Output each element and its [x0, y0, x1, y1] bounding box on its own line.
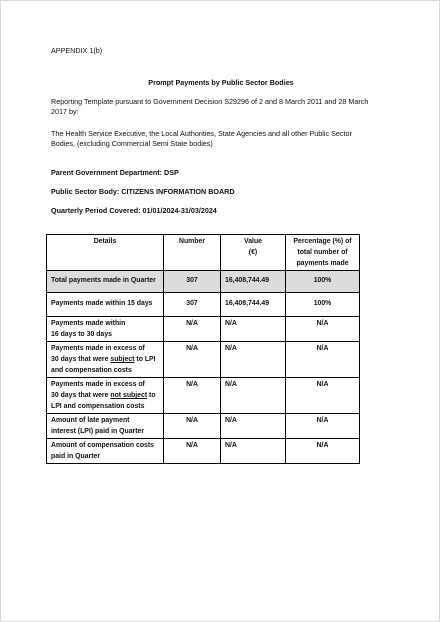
- header-percentage: [286, 235, 360, 271]
- row-value: N/A: [221, 414, 286, 439]
- row-percentage: N/A: [286, 317, 360, 342]
- header-details: Details: [47, 235, 164, 271]
- row-percentage: N/A: [286, 342, 360, 378]
- row-percentage: 100%: [286, 293, 360, 317]
- appendix-label: APPENDIX 1(b): [51, 46, 103, 55]
- table-header-row: [47, 235, 360, 271]
- header-value: [221, 235, 286, 271]
- row-label-line1: Payments made in excess of: [51, 381, 145, 388]
- row-value: N/A: [221, 378, 286, 414]
- bodies-line-1: The Health Service Executive, the Local Authorities, State Agencies and all other Public Sector: [51, 129, 352, 138]
- bodies-line-2: Bodies, (excluding Commercial Semi State bodies): [51, 139, 213, 148]
- row-label-line1: Amount of late payment: [51, 417, 130, 424]
- header-percentage-line1: Percentage (%) of: [293, 238, 352, 245]
- row-label-line1: Amount of compensation costs: [51, 442, 154, 449]
- table-row: [47, 317, 360, 342]
- row-number: N/A: [164, 378, 221, 414]
- row-number: N/A: [164, 317, 221, 342]
- row-number: 307: [164, 271, 221, 293]
- table-row: [47, 439, 360, 464]
- public-sector-body: Public Sector Body: CITIZENS INFORMATION BOARD: [51, 187, 235, 196]
- payments-table: [46, 234, 360, 464]
- parent-department: Parent Government Department: DSP: [51, 168, 179, 177]
- table-row: [47, 293, 360, 317]
- row-value: 16,408,744.49: [221, 293, 286, 317]
- row-value: N/A: [221, 342, 286, 378]
- row-number: N/A: [164, 439, 221, 464]
- header-percentage-line3: payments made: [296, 260, 349, 267]
- header-number: Number: [164, 235, 221, 271]
- row-number: 307: [164, 293, 221, 317]
- reporting-line-1: Reporting Template pursuant to Government Decision S29296 of 2 and 8 March 2011 and 28 March: [51, 97, 369, 106]
- row-label-line1: Payments made in excess of: [51, 345, 145, 352]
- row-number: N/A: [164, 414, 221, 439]
- quarterly-period: Quarterly Period Covered: 01/01/2024-31/03/2024: [51, 206, 217, 215]
- row-number: N/A: [164, 342, 221, 378]
- row-label-suffix: to: [147, 392, 156, 399]
- row-label-prefix: 30 days that were: [51, 356, 111, 363]
- row-percentage: 100%: [286, 271, 360, 293]
- header-value-line1: Value: [243, 238, 262, 245]
- row-label-line3: and compensation costs: [51, 367, 132, 374]
- row-label: [47, 378, 164, 414]
- row-label-suffix: to LPI: [134, 356, 156, 363]
- row-value: N/A: [221, 317, 286, 342]
- row-label-line2: paid in Quarter: [51, 453, 101, 460]
- row-label: [47, 414, 164, 439]
- row-label: Total payments made in Quarter: [47, 271, 164, 293]
- row-label-underlined: subject: [110, 356, 135, 363]
- row-label: Payments made within 15 days: [47, 293, 164, 317]
- reporting-line-2: 2017 by:: [51, 107, 79, 116]
- row-label: [47, 342, 164, 378]
- header-percentage-line2: total number of: [297, 249, 348, 256]
- table-row: [47, 414, 360, 439]
- document-title: Prompt Payments by Public Sector Bodies: [148, 78, 294, 87]
- row-label-line3: LPI and compensation costs: [51, 403, 145, 410]
- row-percentage: N/A: [286, 378, 360, 414]
- row-label-line1: Payments made within: [51, 320, 126, 327]
- row-label-line2: [51, 354, 159, 365]
- row-label-prefix: 30 days that were: [51, 392, 111, 399]
- row-value: N/A: [221, 439, 286, 464]
- row-percentage: N/A: [286, 414, 360, 439]
- table-row: [47, 342, 360, 378]
- row-percentage: N/A: [286, 439, 360, 464]
- row-label: [47, 317, 164, 342]
- row-label-line2: [51, 390, 159, 401]
- row-label-underlined: not subject: [110, 392, 148, 399]
- table-row: [47, 271, 360, 293]
- row-value: 16,408,744.49: [221, 271, 286, 293]
- row-label: [47, 439, 164, 464]
- header-value-line2: (€): [248, 249, 258, 256]
- table-row: [47, 378, 360, 414]
- row-label-line2: 16 days to 30 days: [51, 331, 112, 338]
- row-label-line2: interest (LPI) paid in Quarter: [51, 428, 145, 435]
